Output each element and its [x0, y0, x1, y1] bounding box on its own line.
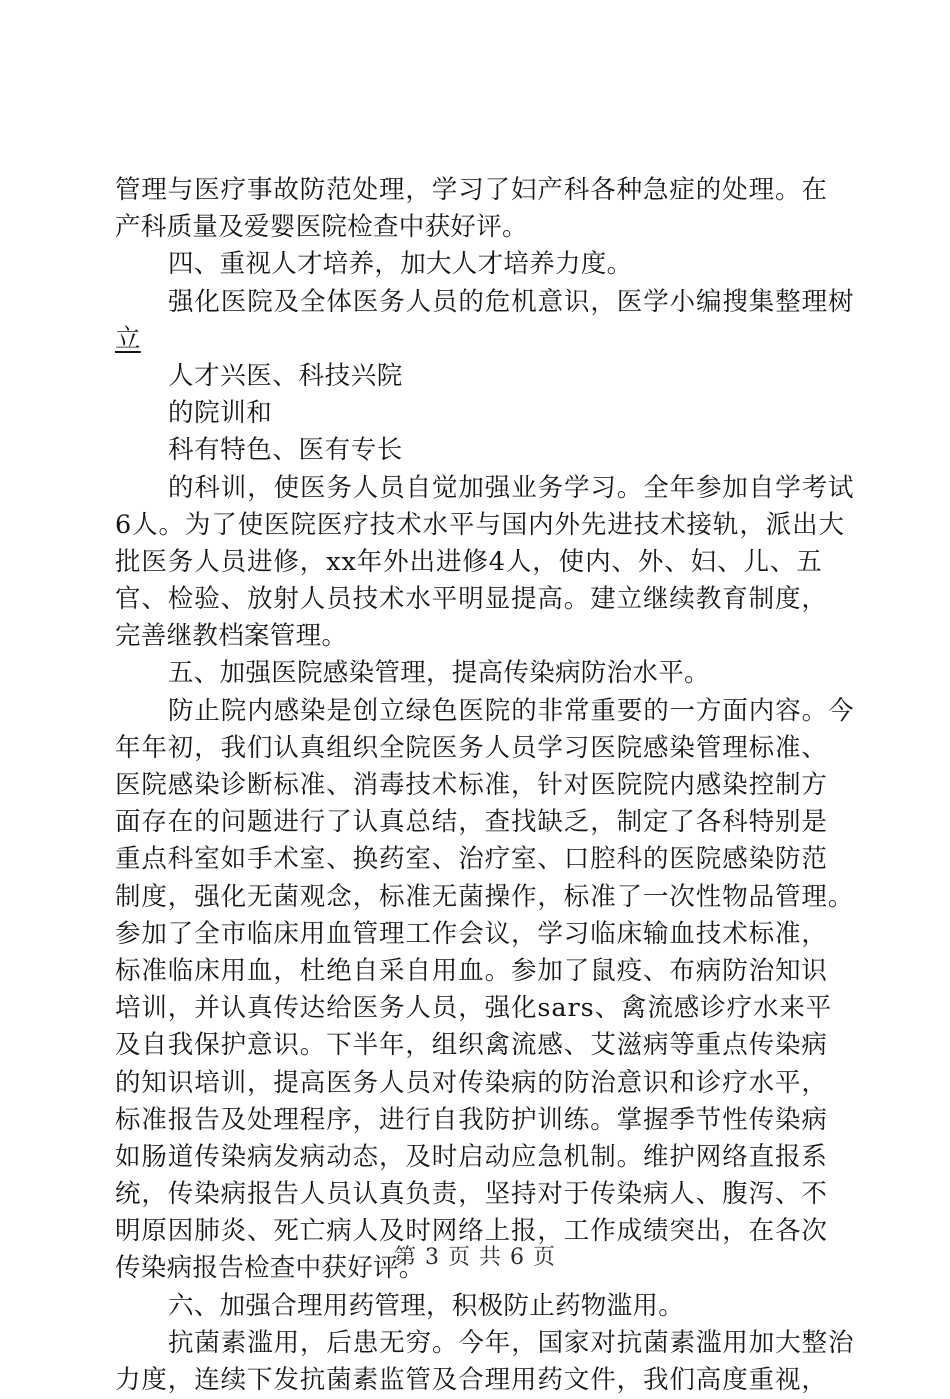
document-line: 参加了全市临床用血管理工作会议，学习临床输血技术标准， — [115, 918, 828, 949]
document-line: 传染病报告检查中获好评。 — [115, 1253, 425, 1284]
document-line: 年年初，我们认真组织全院医务人员学习医院感染管理标准、 — [115, 732, 828, 763]
document-line: 标准临床用血，杜绝自采自用血。参加了鼠疫、布病防治知识 — [115, 955, 828, 986]
document-line: 统，传染病报告人员认真负责，坚持对于传染病人、腹泻、不 — [115, 1179, 828, 1210]
document-line: 面存在的问题进行了认真总结，查找缺乏，制定了各科特别是 — [115, 807, 828, 838]
document-line: 医院感染诊断标准、消毒技术标准，针对医院院内感染控制方 — [115, 770, 828, 800]
document-line: 的知识培训，提高医务人员对传染病的防治意识和诊疗水平， — [115, 1067, 828, 1098]
document-line: 强化医院及全体医务人员的危机意识，医学小编搜集整理树 — [168, 286, 855, 317]
page-number-label: 第 3 页 共 6 页 — [394, 1245, 556, 1270]
document-line: 六、加强合理用药管理，积极防止药物滥用。 — [168, 1290, 685, 1321]
document-text-body — [115, 172, 855, 1399]
document-line: 制度，强化无菌观念，标准无菌操作，标准了一次性物品管理。 — [115, 881, 855, 912]
document-line: 的科训，使医务人员自觉加强业务学习。全年参加自学考试 — [168, 472, 855, 503]
document-line: 抗菌素滥用，后患无穷。今年，国家对抗菌素滥用加大整治 — [168, 1327, 855, 1358]
document-line: 力度，连续下发抗菌素监管及合理用药文件，我们高度重视， — [115, 1365, 828, 1395]
document-line: 产科质量及爱婴医院检查中获好评。 — [115, 212, 528, 243]
document-line: 标准报告及处理程序，进行自我防护训练。掌握季节性传染病 — [115, 1104, 828, 1135]
document-line: 批医务人员进修，xx年外出进修4人，使内、外、妇、儿、五 — [115, 546, 823, 577]
document-line: 如肠道传染病发病动态，及时启动应急机制。维护网络直报系 — [115, 1141, 828, 1172]
document-line: 管理与医疗事故防范处理，学习了妇产科各种急症的处理。在 — [115, 175, 828, 205]
document-line: 人才兴医、科技兴院 — [168, 360, 403, 391]
document-line: 培训，并认真传达给医务人员，强化sars、禽流感诊疗水来平 — [115, 993, 833, 1024]
document-line: 四、重视人才培养，加大人才培养力度。 — [168, 249, 633, 280]
document-line: 6人。为了使医院医疗技术水平与国内外先进技术接轨，派出大 — [115, 509, 845, 540]
document-line: 重点科室如手术室、换药室、治疗室、口腔科的医院感染防范 — [115, 844, 828, 875]
document-line: 及自我保护意识。下半年，组织禽流感、艾滋病等重点传染病 — [115, 1030, 828, 1061]
document-line: 明原因肺炎、死亡病人及时网络上报，工作成绩突出，在各次 — [115, 1216, 828, 1247]
document-line: 科有特色、医有专长 — [168, 435, 403, 466]
document-line — [115, 321, 839, 358]
document-line: 官、检验、放射人员技术水平明显提高。建立继续教育制度， — [115, 584, 828, 615]
document-line: 完善继教档案管理。 — [115, 621, 348, 652]
underlined-text: 立 — [115, 323, 141, 354]
document-line: 防止院内感染是创立绿色医院的非常重要的一方面内容。今 — [168, 695, 855, 726]
document-line: 五、加强医院感染管理，提高传染病防治水平。 — [168, 658, 710, 689]
page-footer — [0, 1243, 950, 1273]
document-line: 的院训和 — [168, 398, 273, 429]
